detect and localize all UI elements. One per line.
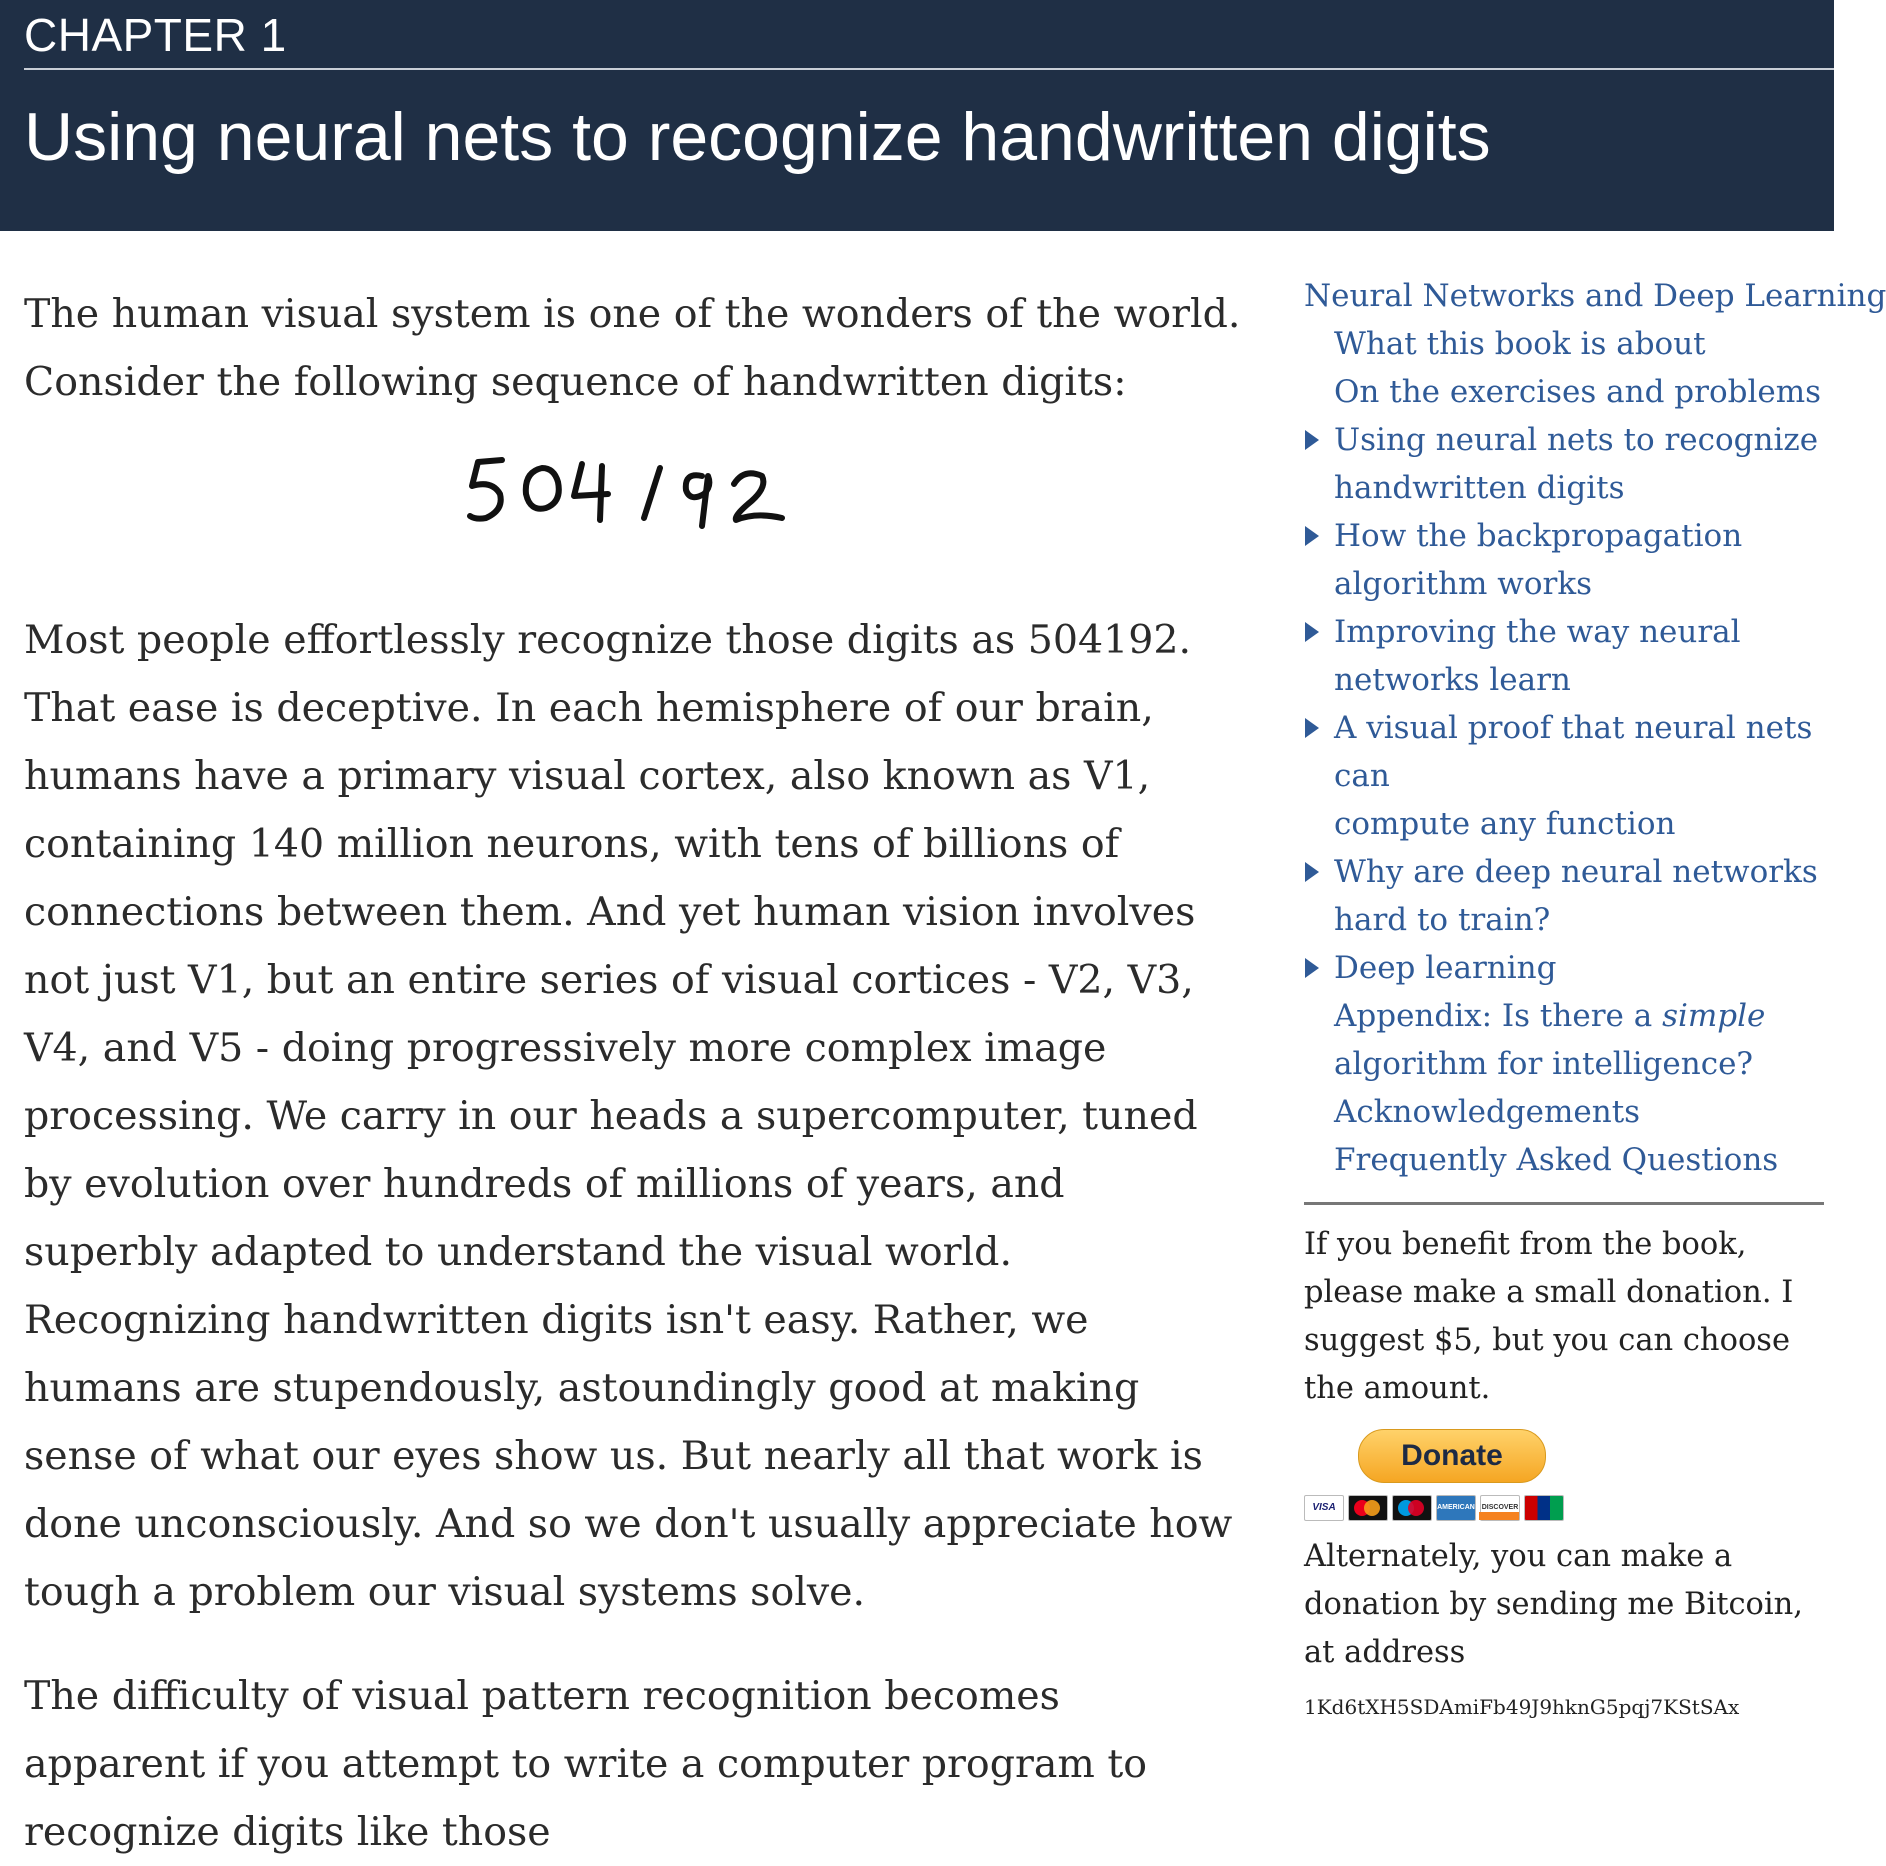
discover-card-icon: DISCOVER [1480,1495,1520,1521]
donate-button[interactable]: Donate [1358,1429,1546,1483]
mastercard-icon [1348,1495,1388,1521]
toc-item-faq[interactable]: Frequently Asked Questions [1334,1142,1779,1178]
chapter-header [0,0,1834,231]
amex-card-icon: AMERICAN EXPRESS [1436,1495,1476,1521]
bitcoin-text: Alternately, you can make a donation by sending me Bitcoin, at address [1304,1539,1803,1670]
toc-item[interactable] [1304,944,1834,992]
table-of-contents [1304,320,1834,992]
maestro-card-icon [1392,1495,1432,1521]
toc-item-label: What this book is about [1334,326,1706,362]
toc-item[interactable] [1304,512,1834,608]
toc-item[interactable] [1304,848,1834,944]
toc-item-label: hard to train? [1334,902,1551,938]
body-paragraph: The difficulty of visual pattern recognition becomes apparent if you attempt to write a computer program to recognize digits like those [24,1673,1148,1855]
card-icon [1524,1495,1564,1521]
expand-triangle-icon[interactable] [1305,430,1319,450]
handwritten-digits-image [464,446,804,536]
sidebar-divider [1304,1202,1824,1205]
toc-item-emphasis: simple [1662,998,1766,1034]
toc-item-label: A visual proof that neural nets can [1334,710,1813,794]
toc-item-label: Deep learning [1334,950,1557,986]
toc-item-label: Appendix: Is there a [1334,998,1663,1034]
expand-triangle-icon[interactable] [1305,862,1319,882]
donate-area [1304,1413,1834,1533]
toc-item-label: networks learn [1334,662,1571,698]
toc-item[interactable] [1304,320,1834,368]
expand-triangle-icon[interactable] [1305,958,1319,978]
toc-item[interactable] [1304,416,1834,512]
toc-item-label: algorithm works [1334,566,1593,602]
handwritten-digits-figure [24,416,1244,606]
page-title: Using neural nets to recognize handwritten digits [24,99,1491,175]
toc-item-label: algorithm for intelligence? [1334,1046,1754,1082]
toc-book-title-link[interactable]: Neural Networks and Deep Learning [1304,278,1886,314]
main-content [24,280,1244,1866]
header-divider [24,68,1834,70]
intro-paragraph: The human visual system is one of the wonders of the world. Consider the following sequence of handwritten digits: [24,291,1241,405]
expand-triangle-icon[interactable] [1305,718,1319,738]
toc-item-label: Using neural nets to recognize [1334,422,1819,458]
toc-item-label: How the backpropagation [1334,518,1743,554]
toc-item[interactable] [1304,704,1834,848]
toc-item[interactable] [1304,608,1834,704]
toc-item-label: handwritten digits [1334,470,1625,506]
expand-triangle-icon[interactable] [1305,622,1319,642]
toc-item-label: Improving the way neural [1334,614,1741,650]
bitcoin-address: 1Kd6tXH5SDAmiFb49J9hknG5pqj7KStSAx [1304,1695,1740,1719]
toc-item[interactable] [1304,368,1834,416]
chapter-label: CHAPTER 1 [24,9,287,61]
payment-cards [1304,1495,1564,1535]
expand-triangle-icon[interactable] [1305,526,1319,546]
toc-item-label: Why are deep neural networks [1334,854,1818,890]
donate-text: If you benefit from the book, please make a small donation. I suggest $5, but you can choose the amount. [1304,1227,1794,1406]
toc-item-label: On the exercises and problems [1334,374,1822,410]
toc-item-label: compute any function [1334,806,1676,842]
visa-card-icon: VISA [1304,1495,1344,1521]
sidebar [1304,272,1886,1731]
body-paragraph: Most people effortlessly recognize those digits as 504192. That ease is deceptive. In each hemisphere of our brain, humans have a primary visual cortex, also known as V1, containing 140 million neurons, with tens of billions of connections between them. And yet human vision involves not just V1, but an entire series of visual cortices - V2, V3, V4, and V5 - doing progressively more complex image processing. We carry in our heads a supercomputer, tuned by evolution over hundreds of millions of years, and superbly adapted to understand the visual world. Recognizing handwritten digits isn't easy. Rather, we humans are stupendously, astoundingly good at making sense of what our eyes show us. But nearly all that work is done unconsciously. And so we don't usually appreciate how tough a problem our visual systems solve. [24,617,1233,1615]
toc-item-appendix[interactable] [1304,992,1834,1088]
toc-item-acknowledgements[interactable]: Acknowledgements [1334,1094,1641,1130]
